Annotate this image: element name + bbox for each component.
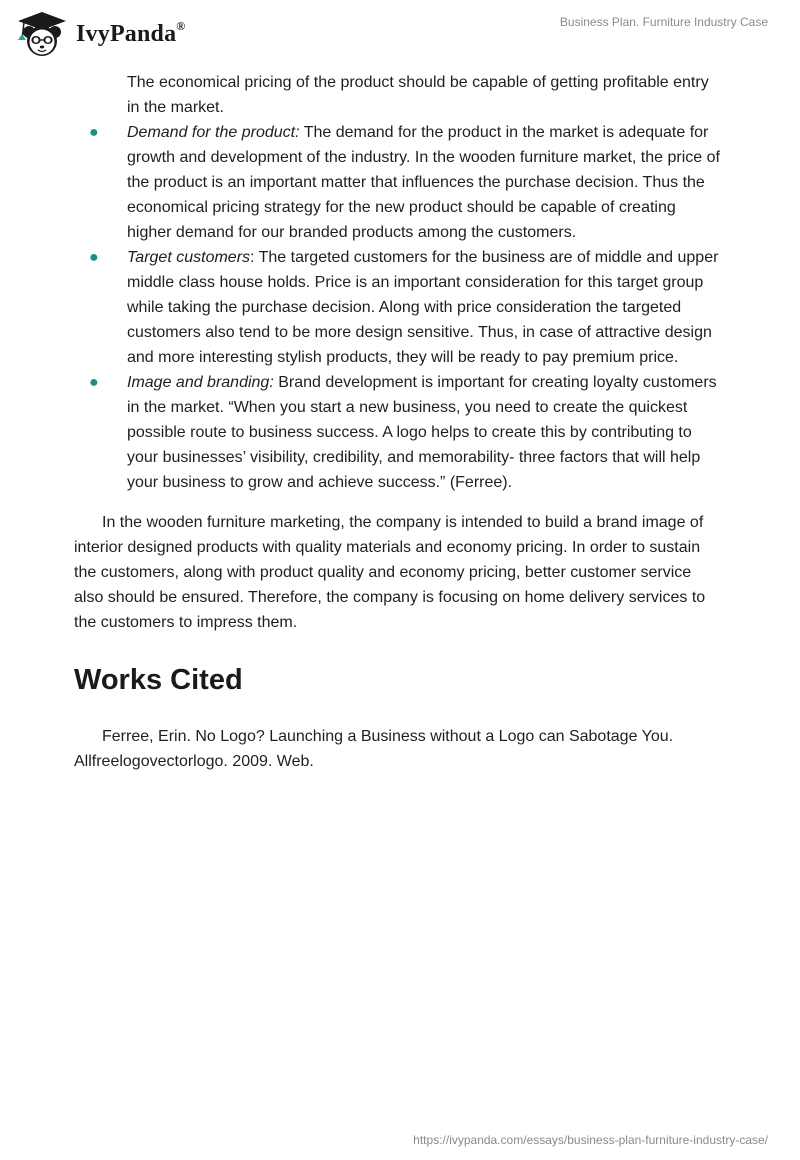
registered-mark: ®	[176, 18, 186, 33]
bullet-text: The demand for the product in the market is adequate for growth and development of the industry. In the wooden furniture market, the price of the product is an important matter that influences the purchase decision. Thus the economical pricing strategy for the new product should be capable of creating higher demand for our branded products among the customers.	[127, 124, 720, 241]
list-item	[74, 245, 724, 370]
list-item	[74, 370, 724, 495]
essay-content	[74, 70, 724, 774]
bullet-lead: Image and branding:	[127, 374, 274, 391]
bullet-lead: Demand for the product:	[127, 124, 300, 141]
bullet-text: : The targeted customers for the business are of middle and upper middle class house holds. Price is an important consideration for this target group while taking the purchase decision. Along with price consideration the targeted customers also tend to be more design sensitive. Thus, in case of attractive design and more interesting stylish products, they will be ready to pay premium price.	[127, 249, 719, 366]
body-paragraph: In the wooden furniture marketing, the company is intended to build a brand image of interior designed products with quality materials and economy pricing. In order to sustain the customers, along with product quality and economy pricing, better customer service also should be ensured. Therefore, the company is focusing on home delivery services to the customers to impress them.	[74, 514, 706, 631]
document-title: Business Plan. Furniture Industry Case	[559, 15, 768, 29]
bullet-dot-icon: ●	[89, 374, 99, 391]
continued-bullet-text: The economical pricing of the product should be capable of getting profitable entry in the market.	[127, 74, 709, 116]
ivypanda-logo[interactable]	[16, 10, 185, 58]
bullet-lead: Target customers	[127, 249, 251, 266]
brand-name: IvyPanda®	[76, 18, 186, 47]
bullet-dot-icon: ●	[89, 124, 99, 141]
bullet-text: Brand development is important for creating loyalty customers in the market. “When you start a new business, you need to create the quickest possible route to business success. A logo helps to create this by contributing to your businesses’ visibility, credibility, and memorability- three factors that will help your business to grow and achieve success.” (Ferree).	[127, 374, 717, 491]
bullet-dot-icon: ●	[89, 249, 99, 266]
list-item	[74, 120, 724, 245]
page-header	[0, 0, 800, 66]
citation-entry: Ferree, Erin. No Logo? Launching a Business without a Logo can Sabotage You. Allfreelogovectorlogo. 2009. Web.	[74, 728, 674, 770]
bullet-list	[74, 120, 724, 495]
works-cited-heading: Works Cited	[74, 664, 243, 696]
source-url[interactable]: https://ivypanda.com/essays/business-plan-furniture-industry-case/	[413, 1133, 768, 1147]
panda-graduate-logo-icon	[16, 10, 68, 58]
